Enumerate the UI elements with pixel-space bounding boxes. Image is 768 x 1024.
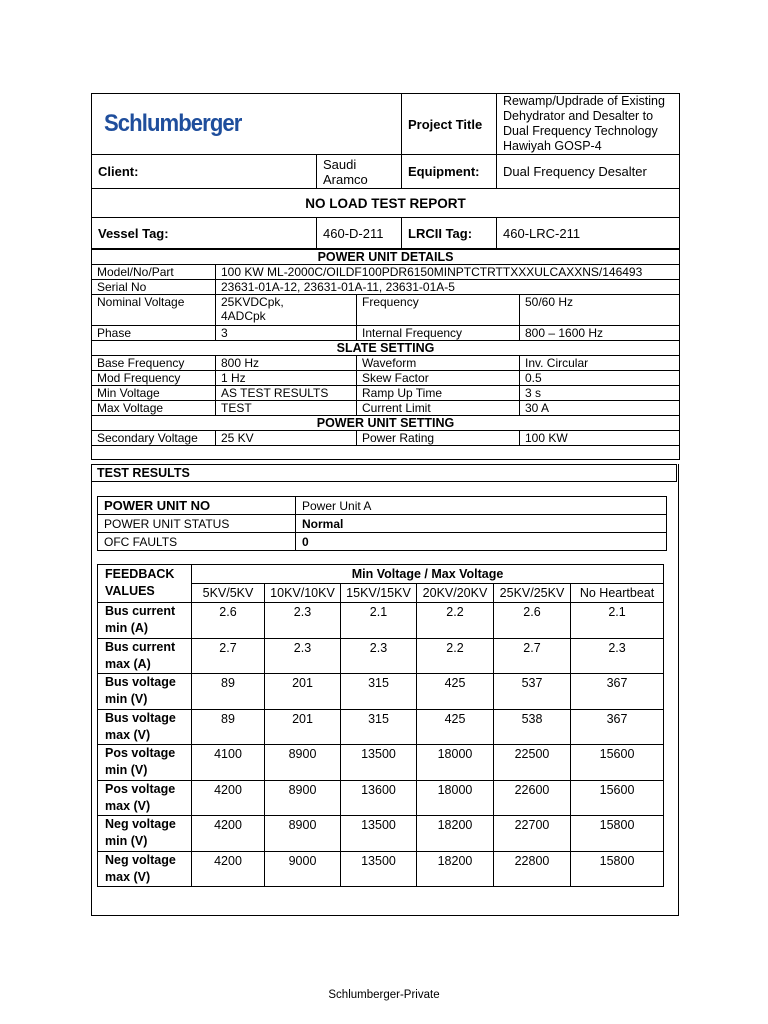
table-cell: 367 [571, 709, 664, 745]
row-label-line-1: Bus current [105, 639, 176, 654]
table-row [98, 674, 664, 710]
vessel-tag-value: 460-D-211 [317, 218, 402, 249]
power-unit-details-table [91, 249, 680, 460]
serial-value: 23631-01A-12, 23631-01A-11, 23631-01A-5 [216, 280, 680, 295]
feedback-corner-line-2: VALUES [105, 584, 155, 598]
table-cell: 13500 [341, 851, 417, 887]
row-label [98, 851, 192, 887]
waveform-value: Inv. Circular [520, 356, 680, 371]
nominal-voltage-value [216, 295, 357, 326]
table-cell: 15800 [571, 851, 664, 887]
slate-setting-heading: SLATE SETTING [92, 341, 680, 356]
row-label-line-1: Bus current [105, 604, 176, 619]
table-row [98, 780, 664, 816]
frequency-label: Frequency [357, 295, 520, 326]
power-rating-label: Power Rating [357, 431, 520, 446]
schlumberger-logo: Schlumberger [104, 110, 242, 137]
base-frequency-value: 800 Hz [216, 356, 357, 371]
table-cell: 4200 [192, 816, 265, 852]
skew-factor-label: Skew Factor [357, 371, 520, 386]
feedback-corner [98, 565, 192, 603]
table-cell: 2.7 [192, 638, 265, 674]
test-results-heading: TEST RESULTS [91, 464, 677, 482]
project-title-value: Rewamp/Updrade of Existing Dehydrator and Desalter to Dual Frequency Technology Hawiyah GOSP-4 [497, 94, 680, 155]
report-title: NO LOAD TEST REPORT [92, 189, 680, 218]
secondary-voltage-value: 25 KV [216, 431, 357, 446]
table-cell: 8900 [265, 816, 341, 852]
row-label [98, 745, 192, 781]
feedback-values-table [97, 564, 664, 887]
table-cell: 2.7 [494, 638, 571, 674]
max-voltage-label: Max Voltage [92, 401, 216, 416]
row-label-line-1: Bus voltage [105, 710, 176, 725]
footer-classification: Schlumberger-Private [328, 989, 440, 1001]
row-label [98, 638, 192, 674]
table-cell: 538 [494, 709, 571, 745]
logo-cell [92, 94, 402, 155]
table-cell: 425 [417, 674, 494, 710]
ramp-up-label: Ramp Up Time [357, 386, 520, 401]
power-unit-status-label: POWER UNIT STATUS [98, 515, 296, 533]
table-cell: 22600 [494, 780, 571, 816]
row-label-line-2: min (V) [105, 692, 148, 707]
table-row [98, 745, 664, 781]
table-cell: 2.1 [341, 603, 417, 639]
table-cell: 367 [571, 674, 664, 710]
table-cell: 2.3 [341, 638, 417, 674]
power-unit-status-table [97, 496, 667, 551]
table-cell: 2.3 [265, 638, 341, 674]
power-unit-details-heading: POWER UNIT DETAILS [92, 250, 680, 265]
table-cell: 18000 [417, 780, 494, 816]
table-cell: 18000 [417, 745, 494, 781]
vessel-tag-label: Vessel Tag: [92, 218, 317, 249]
table-cell: 18200 [417, 851, 494, 887]
column-header: 25KV/25KV [494, 584, 571, 603]
row-label [98, 816, 192, 852]
ofc-faults-label: OFC FAULTS [98, 533, 296, 551]
row-label-line-1: Bus voltage [105, 675, 176, 690]
row-label-line-2: max (V) [105, 798, 151, 813]
equipment-label: Equipment: [402, 155, 497, 189]
table-cell: 4100 [192, 745, 265, 781]
table-cell: 13500 [341, 816, 417, 852]
row-label-line-2: min (V) [105, 834, 148, 849]
equipment-value: Dual Frequency Desalter [497, 155, 680, 189]
ramp-up-value: 3 s [520, 386, 680, 401]
current-limit-value: 30 A [520, 401, 680, 416]
power-unit-status-value: Normal [296, 515, 667, 533]
spacer-row [92, 446, 680, 460]
model-label: Model/No/Part [92, 265, 216, 280]
table-cell: 4200 [192, 851, 265, 887]
model-value: 100 KW ML-2000C/OILDF100PDR6150MINPTCTRTTXXXULCAXXNS/146493 [216, 265, 680, 280]
table-cell: 2.3 [265, 603, 341, 639]
phase-label: Phase [92, 326, 216, 341]
table-cell: 18200 [417, 816, 494, 852]
table-cell: 4200 [192, 780, 265, 816]
nominal-voltage-line-2: 4ADCpk [221, 309, 266, 323]
waveform-label: Waveform [357, 356, 520, 371]
table-cell: 2.6 [494, 603, 571, 639]
column-header: No Heartbeat [571, 584, 664, 603]
table-cell: 13500 [341, 745, 417, 781]
table-cell: 9000 [265, 851, 341, 887]
lrcii-tag-value: 460-LRC-211 [497, 218, 680, 249]
row-label [98, 780, 192, 816]
column-header: 15KV/15KV [341, 584, 417, 603]
ofc-faults-value: 0 [296, 533, 667, 551]
table-cell: 22800 [494, 851, 571, 887]
table-cell: 15600 [571, 745, 664, 781]
internal-frequency-value: 800 – 1600 Hz [520, 326, 680, 341]
column-header: 5KV/5KV [192, 584, 265, 603]
row-label-line-2: min (A) [105, 621, 149, 636]
table-cell: 15800 [571, 816, 664, 852]
row-label-line-2: min (V) [105, 763, 148, 778]
row-label-line-1: Pos voltage [105, 746, 176, 761]
mod-frequency-value: 1 Hz [216, 371, 357, 386]
table-cell: 8900 [265, 745, 341, 781]
feedback-corner-line-1: FEEDBACK [105, 567, 175, 581]
min-voltage-label: Min Voltage [92, 386, 216, 401]
table-cell: 201 [265, 674, 341, 710]
skew-factor-value: 0.5 [520, 371, 680, 386]
feedback-group-header: Min Voltage / Max Voltage [192, 565, 664, 584]
phase-value: 3 [216, 326, 357, 341]
table-row [98, 851, 664, 887]
row-label-line-2: max (V) [105, 727, 151, 742]
table-row [98, 709, 664, 745]
row-label-line-2: max (A) [105, 656, 151, 671]
row-label-line-1: Pos voltage [105, 781, 176, 796]
row-label-line-1: Neg voltage [105, 852, 176, 867]
table-row [98, 638, 664, 674]
row-label [98, 603, 192, 639]
row-label [98, 674, 192, 710]
table-cell: 315 [341, 674, 417, 710]
table-cell: 537 [494, 674, 571, 710]
table-cell: 425 [417, 709, 494, 745]
power-rating-value: 100 KW [520, 431, 680, 446]
serial-label: Serial No [92, 280, 216, 295]
power-unit-no-label: POWER UNIT NO [98, 497, 296, 515]
row-label-line-1: Neg voltage [105, 817, 176, 832]
mod-frequency-label: Mod Frequency [92, 371, 216, 386]
nominal-voltage-line-1: 25KVDCpk, [221, 295, 284, 309]
client-value: Saudi Aramco [317, 155, 402, 189]
report-header-table [91, 93, 680, 249]
nominal-voltage-label: Nominal Voltage [92, 295, 216, 326]
secondary-voltage-label: Secondary Voltage [92, 431, 216, 446]
table-cell: 2.2 [417, 638, 494, 674]
table-cell: 8900 [265, 780, 341, 816]
internal-frequency-label: Internal Frequency [357, 326, 520, 341]
table-row [98, 816, 664, 852]
lrcii-tag-label: LRCII Tag: [402, 218, 497, 249]
row-label [98, 709, 192, 745]
table-cell: 2.3 [571, 638, 664, 674]
max-voltage-value: TEST [216, 401, 357, 416]
client-label: Client: [92, 155, 317, 189]
frequency-value: 50/60 Hz [520, 295, 680, 326]
table-cell: 22500 [494, 745, 571, 781]
table-cell: 89 [192, 709, 265, 745]
table-row [98, 603, 664, 639]
table-cell: 22700 [494, 816, 571, 852]
table-cell: 2.2 [417, 603, 494, 639]
table-cell: 2.1 [571, 603, 664, 639]
table-cell: 89 [192, 674, 265, 710]
table-cell: 15600 [571, 780, 664, 816]
power-unit-setting-heading: POWER UNIT SETTING [92, 416, 680, 431]
min-voltage-value: AS TEST RESULTS [216, 386, 357, 401]
row-label-line-2: max (V) [105, 869, 151, 884]
table-cell: 13600 [341, 780, 417, 816]
feedback-rows [98, 603, 664, 887]
power-unit-no-value: Power Unit A [296, 497, 667, 515]
current-limit-label: Current Limit [357, 401, 520, 416]
base-frequency-label: Base Frequency [92, 356, 216, 371]
column-header: 10KV/10KV [265, 584, 341, 603]
table-cell: 201 [265, 709, 341, 745]
table-cell: 2.6 [192, 603, 265, 639]
column-header: 20KV/20KV [417, 584, 494, 603]
table-cell: 315 [341, 709, 417, 745]
project-title-label: Project Title [402, 94, 497, 155]
